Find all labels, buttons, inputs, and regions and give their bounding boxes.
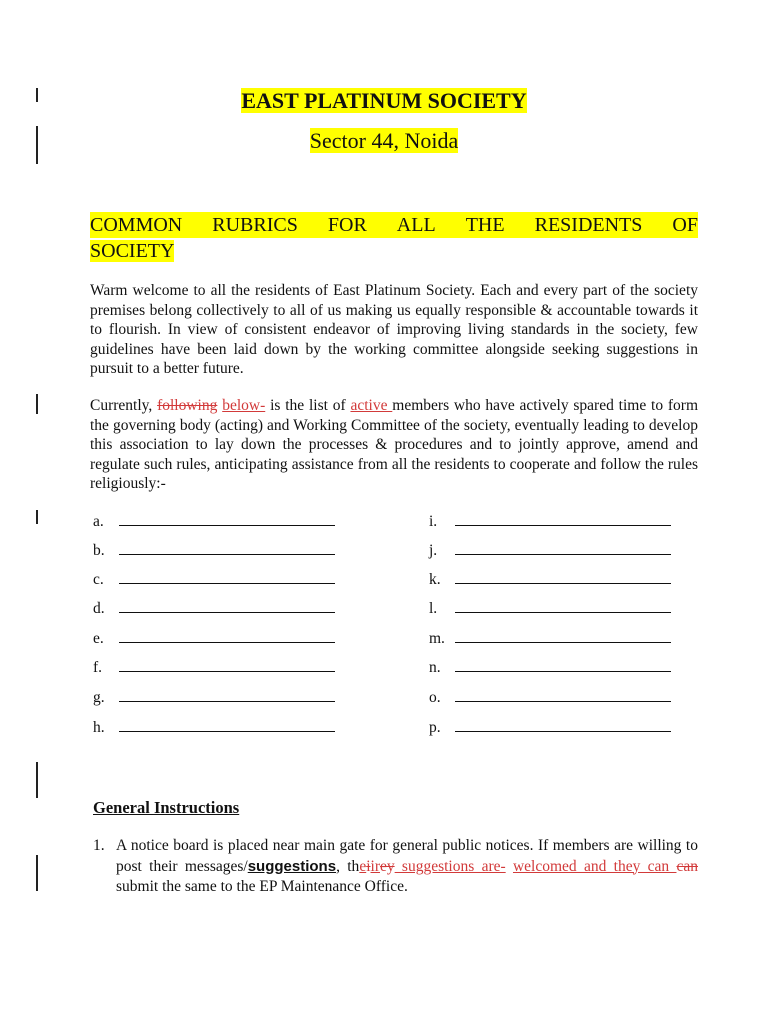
inserted-text: - (500, 857, 506, 875)
member-blank-row: k. (429, 569, 671, 589)
member-blank-row: j. (429, 540, 671, 560)
rubric-word: ALL (396, 214, 436, 236)
inserted-text: ir (370, 857, 380, 875)
intro-paragraph: Warm welcome to all the residents of East Platinum Society. Each and every part of the society premises belong collectively to all of us making us equally responsible & accountable towards it to flourish. In view of consistent endeavor of improving living standards in the society, few guidelines have been laid down by the working committee alongside seeking suggestions in pursuit to a better future. (90, 282, 698, 377)
rubric-word: SOCIETY (90, 240, 175, 262)
member-name-blank[interactable] (119, 717, 335, 732)
rubric-word: THE (465, 214, 505, 236)
rubric-word: RESIDENTS (534, 214, 643, 236)
members-paragraph: Currently, following below- is the list of active members who have actively spared time to form the governing body (acting) and Working Committee of the society, eventually leading to develop this association to lay down the processes & procedures and to jointly approve, amend and regulate such rules, anticipating assistance from all the residents to cooperate and follow the rules religiously:- (90, 397, 699, 492)
member-blank-row: g. (93, 687, 335, 707)
member-name-blank[interactable] (119, 569, 335, 584)
member-blank-row: e. (93, 628, 335, 648)
member-name-blank[interactable] (119, 687, 335, 702)
inserted-text: below- (222, 397, 266, 414)
instruction-item-1 (93, 836, 698, 898)
member-blank-row: l. (429, 598, 671, 618)
member-blank-row: n. (429, 657, 671, 677)
revision-change-bar (36, 762, 38, 798)
member-name-blank[interactable] (119, 511, 335, 526)
member-blank-row: p. (429, 717, 671, 737)
revision-change-bar (36, 394, 38, 414)
member-name-blank[interactable] (119, 598, 335, 613)
member-name-blank[interactable] (455, 540, 671, 555)
document-title-text: EAST PLATINUM SOCIETY (241, 88, 527, 113)
member-blank-row: d. (93, 598, 335, 618)
member-blank-row: f. (93, 657, 335, 677)
rubric-word: FOR (327, 214, 367, 236)
list-number: 1. (93, 837, 105, 854)
deleted-text: can (676, 857, 698, 875)
member-name-blank[interactable] (455, 717, 671, 732)
member-name-blank[interactable] (119, 657, 335, 672)
member-blank-row: c. (93, 569, 335, 589)
rubric-heading-line2 (90, 238, 174, 264)
instruction-text: A notice board is placed near main gate for general public notices. If members are willing to post their messages/suggestions, theiirey suggestions are- welcomed and they can can submit the same to the EP Maintenance Office. (116, 837, 698, 895)
inserted-text: e (359, 857, 367, 875)
member-name-blank[interactable] (119, 628, 335, 643)
member-blank-row: i. (429, 511, 671, 531)
document-subtitle-text: Sector 44, Noida (309, 128, 459, 153)
inserted-text: welcomed and they can (512, 857, 677, 875)
member-name-blank[interactable] (455, 687, 671, 702)
member-name-blank[interactable] (455, 511, 671, 526)
rubric-heading-line1 (90, 212, 698, 238)
member-blank-row: h. (93, 717, 335, 737)
inserted-text: suggestions are (394, 857, 501, 875)
member-name-blank[interactable] (119, 540, 335, 555)
rubric-word: RUBRICS (212, 214, 298, 236)
general-instructions-heading: General Instructions (93, 798, 240, 817)
member-blank-row: b. (93, 540, 335, 560)
revision-change-bar (36, 510, 38, 524)
inserted-text: active (350, 397, 393, 414)
emphasized-text: suggestions (247, 857, 337, 875)
member-name-blank[interactable] (455, 569, 671, 584)
rubric-word: COMMON (90, 214, 183, 236)
member-name-blank[interactable] (455, 598, 671, 613)
member-blank-row: o. (429, 687, 671, 707)
document-subtitle (0, 128, 768, 154)
member-name-blank[interactable] (455, 628, 671, 643)
document-title (0, 88, 768, 114)
member-blank-row: m. (429, 628, 671, 648)
member-blank-row: a. (93, 511, 335, 531)
deleted-text: ey (379, 857, 395, 875)
rubric-word: OF (672, 214, 698, 236)
deleted-text: following (157, 397, 218, 414)
deleted-text: i (366, 857, 371, 875)
member-name-blank[interactable] (455, 657, 671, 672)
revision-change-bar (36, 855, 38, 891)
